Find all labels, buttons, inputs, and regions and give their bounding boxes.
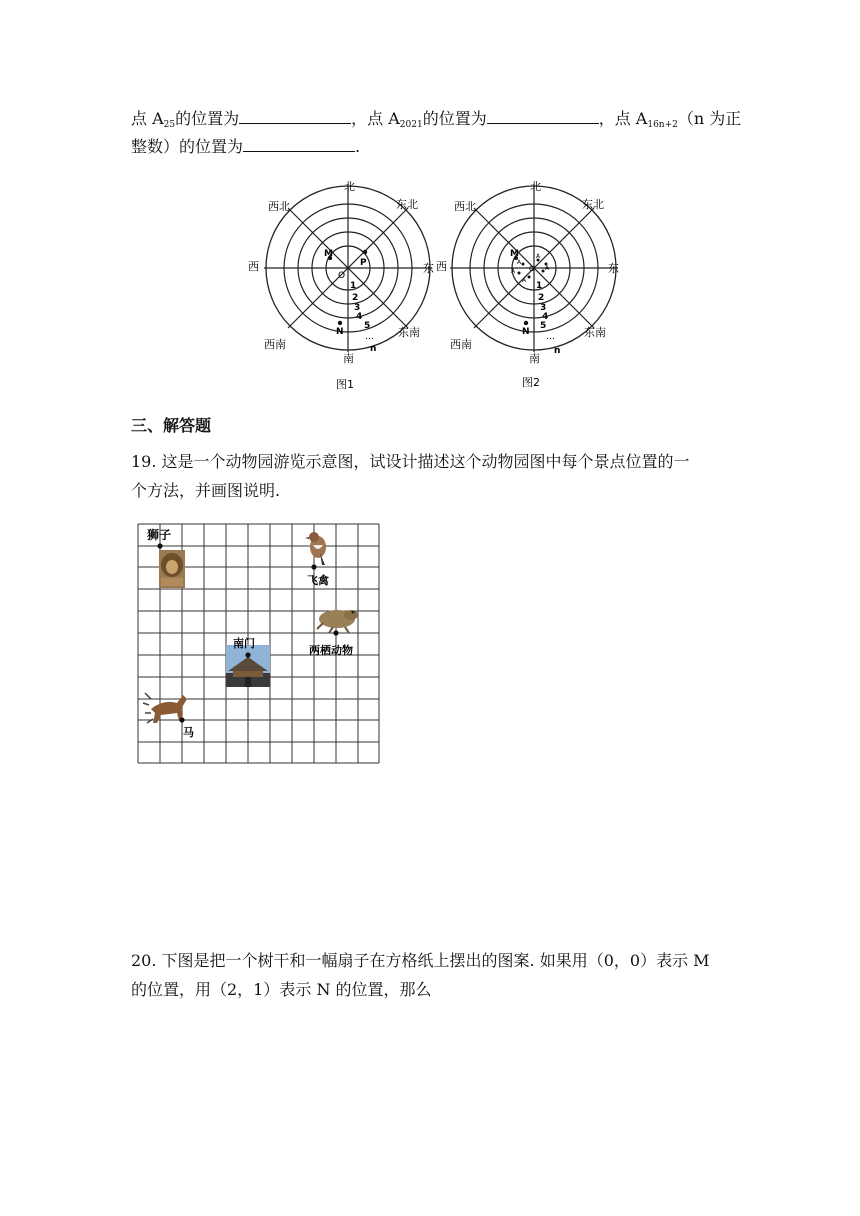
label-southwest: 西南 (264, 338, 286, 351)
zoo-map (137, 523, 381, 766)
caption-fig2: 图2 (522, 376, 540, 389)
label-northwest: 西北 (268, 200, 290, 213)
point-P: P (360, 258, 367, 268)
q18-line1: 点 $A_{25}$的位置为 ，点 $A_{2021}$的位置为 ，点 $A_{16n+2}(n$ 为正 (131, 109, 742, 130)
fig2-ring-number-2: 2 (538, 293, 545, 303)
figure-1 (248, 180, 434, 391)
fig2-label-north: 北 (530, 180, 541, 193)
label-northeast: 东北 (396, 198, 418, 211)
label-southeast: 东南 (398, 326, 420, 339)
point-N: N (336, 327, 344, 337)
fig2-ring-number-5: 5 (540, 321, 547, 331)
lion-point (157, 543, 162, 548)
ring-number-n: n (370, 344, 377, 354)
label-north: 北 (344, 180, 355, 193)
lion-label: 狮子 (147, 528, 172, 542)
fig2-point-A5: A (511, 268, 516, 275)
fig2-ring-number-3: 3 (540, 303, 547, 313)
fig2-label-southeast: 东南 (584, 326, 606, 339)
point-O: O (338, 271, 346, 281)
bird-point (311, 564, 316, 569)
ring-number-4: 4 (356, 312, 363, 322)
fig2-point-O: O (529, 265, 535, 273)
fig2-ring-number-n: n (554, 346, 561, 356)
bird-label: 飞禽 (307, 574, 329, 587)
horse-label: 马 (183, 726, 194, 739)
fig2-point-N: N (522, 327, 530, 337)
q20-line1: 20. 下图是把一个树干和一幅扇子在方格纸上摆出的图案. 如果用（0，0）表示 M (131, 951, 710, 970)
answer-blank-2[interactable] (487, 107, 599, 124)
ring-number-5: 5 (364, 321, 371, 331)
ring-number-2: 2 (352, 293, 359, 303)
ring-number-1: 1 (350, 281, 357, 291)
gate-point (245, 652, 250, 657)
fig2-point-M: M (510, 249, 519, 259)
answer-blank-3[interactable] (243, 135, 355, 152)
q18-line2: 整数）的位置为 . (131, 137, 361, 156)
fig2-ring-number-4: 4 (542, 312, 549, 322)
figure-2 (436, 180, 619, 389)
label-west: 西 (248, 260, 259, 273)
label-east: 东 (423, 262, 434, 275)
amphibian-point (333, 630, 338, 635)
amphibian-label: 两栖动物 (309, 644, 353, 657)
fig2-point-A1: A (517, 259, 522, 266)
polar-figures (240, 176, 630, 394)
answer-blank-1[interactable] (239, 107, 351, 124)
q19-line1: 19. 这是一个动物园游览示意图，试设计描述这个动物园图中每个景点位置的一 (131, 452, 690, 471)
fig2-label-southwest: 西南 (450, 338, 472, 351)
point-M: M (324, 249, 333, 259)
fig2-label-northeast: 东北 (582, 198, 604, 211)
q19-line2: 个方法，并画图说明. (131, 481, 281, 500)
fig2-ring-number-ellipsis: … (546, 332, 555, 342)
ring-number-ellipsis: … (365, 332, 374, 342)
fig2-label-east: 东 (608, 262, 619, 275)
gate-label: 南门 (233, 637, 255, 650)
fig2-ring-number-1: 1 (536, 281, 543, 291)
fig2-point-A4: A (522, 277, 527, 284)
fig2-label-northwest: 西北 (454, 200, 476, 213)
fig2-label-west: 西 (436, 260, 447, 273)
section-heading: 三、解答题 (131, 416, 212, 435)
lion-image (159, 550, 185, 588)
fig2-point-A2: A (536, 253, 541, 260)
bird-image (305, 532, 326, 565)
caption-fig1: 图1 (336, 378, 354, 391)
label-south: 南 (343, 352, 354, 365)
q20-line2: 的位置，用（2，1）表示 N 的位置，那么 (131, 980, 432, 999)
gate-image (226, 645, 270, 687)
horse-point (179, 717, 184, 722)
fig2-point-A3: A (545, 265, 550, 272)
fig2-label-south: 南 (529, 352, 540, 365)
ring-number-3: 3 (354, 303, 361, 313)
frog-image (317, 610, 358, 633)
